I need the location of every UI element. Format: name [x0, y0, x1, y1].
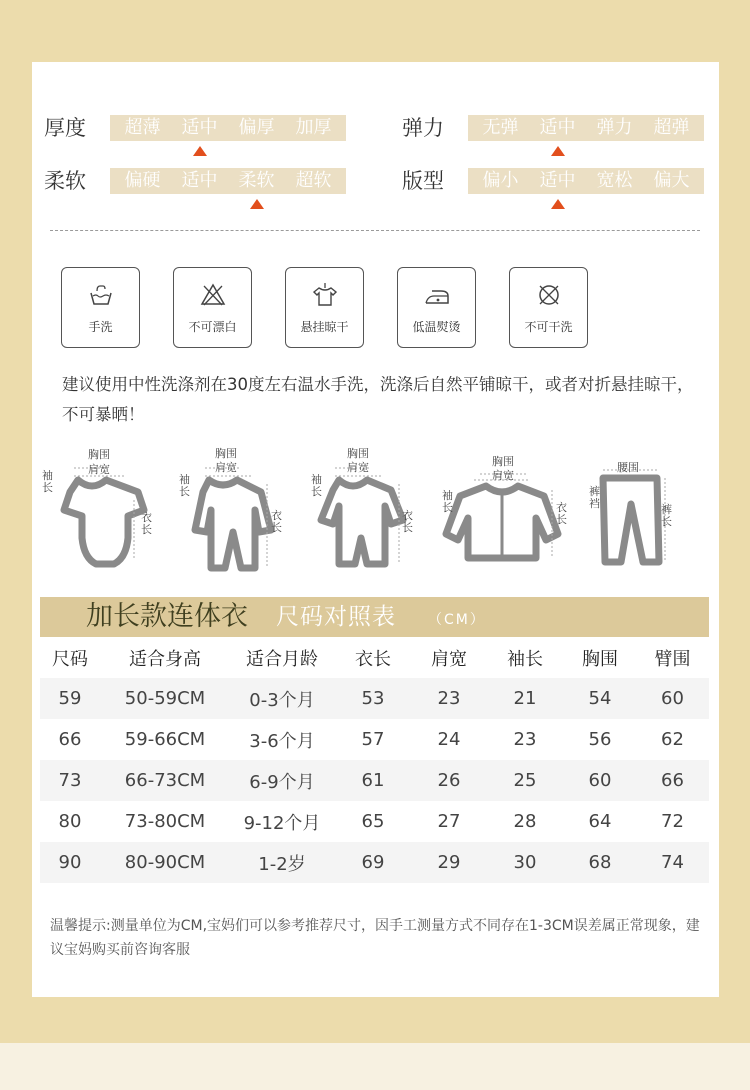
table-header-cell: 尺码 [52, 648, 88, 670]
scale-option: 加厚 [295, 117, 332, 138]
table-cell: 62 [661, 729, 684, 750]
table-cell: 60 [661, 688, 684, 709]
care-item-hang-dry [285, 267, 364, 348]
banner-subtitle: 尺码对照表 [276, 604, 396, 630]
table-cell: 73 [58, 770, 82, 791]
chest-label: 胸围 [492, 455, 514, 468]
hang-dry-icon [286, 282, 363, 308]
table-cell: 29 [437, 852, 461, 873]
table-row [40, 719, 709, 760]
attribute-thickness [44, 114, 346, 142]
shoulder-label: 肩宽 [347, 461, 369, 474]
no-dry-clean-icon [510, 282, 587, 308]
attribute-scale [110, 115, 346, 141]
table-cell: 74 [661, 852, 684, 873]
waist-label: 腰围 [617, 461, 639, 474]
romper-long-diagram [175, 440, 290, 575]
scale-option-selected: 柔软 [228, 168, 285, 194]
care-label: 手洗 [88, 320, 113, 334]
shoulder-label: 肩宽 [88, 463, 110, 476]
pants-diagram [585, 440, 680, 570]
selected-marker-icon [193, 146, 207, 156]
table-cell: 27 [437, 811, 461, 832]
attribute-label: 弹力 [402, 116, 444, 140]
chest-label: 胸围 [88, 448, 110, 461]
attribute-elasticity [402, 114, 704, 142]
bottom-band [0, 1043, 750, 1090]
table-cell: 0-3个月 [249, 689, 315, 711]
banner-title: 加长款连体衣 [86, 601, 248, 632]
low-iron-icon [398, 282, 475, 308]
crotch-label: 裤裆 [589, 485, 600, 510]
scale-option: 无弹 [482, 117, 519, 138]
table-cell: 60 [588, 770, 612, 791]
care-label: 不可干洗 [524, 320, 573, 334]
no-bleach-icon [174, 282, 251, 308]
length-label: 衣长 [402, 509, 413, 534]
care-item-hand-wash [61, 267, 140, 348]
table-cell: 23 [437, 688, 461, 709]
scale-option: 偏硬 [124, 170, 161, 191]
care-label: 低温熨烫 [412, 320, 461, 334]
table-row [40, 801, 709, 842]
table-header-cell: 臂围 [654, 648, 691, 670]
scale-option-selected: 适中 [529, 115, 586, 141]
attribute-scale [468, 115, 704, 141]
sleepsuit-diagram [305, 440, 420, 575]
table-cell: 56 [588, 729, 612, 750]
table-cell: 59 [58, 688, 82, 709]
selected-marker-icon [551, 199, 565, 209]
selected-marker-icon [551, 146, 565, 156]
table-cell: 64 [588, 811, 612, 832]
measurement-note: 温馨提示:测量单位为CM,宝妈们可以参考推荐尺寸，因手工测量方式不同存在1-3CM误差属正常现象，建议宝妈购买前咨询客服 [50, 918, 700, 958]
table-cell: 30 [513, 852, 537, 873]
table-header-cell: 肩宽 [431, 648, 467, 670]
table-cell: 80-90CM [124, 852, 206, 873]
table-cell: 21 [513, 688, 537, 709]
attribute-label: 柔软 [44, 169, 86, 193]
table-cell: 24 [437, 729, 461, 750]
table-cell: 50-59CM [124, 688, 206, 709]
hand-wash-icon [62, 282, 139, 308]
scale-option-selected: 适中 [171, 115, 228, 141]
table-cell: 3-6个月 [249, 730, 315, 752]
table-cell: 59-66CM [124, 729, 206, 750]
selected-marker-icon [250, 199, 264, 209]
care-advice-text: 建议使用中性洗涤剂在30度左右温水手洗，洗涤后自然平铺晾干，或者对折悬挂晾干，不可暴晒！ [62, 375, 694, 424]
care-item-no-dry-clean [509, 267, 588, 348]
scale-option: 偏小 [482, 170, 519, 191]
attribute-label: 厚度 [44, 116, 86, 140]
table-header-cell: 袖长 [507, 648, 543, 670]
attribute-softness [44, 167, 346, 195]
table-cell: 9-12个月 [243, 812, 321, 834]
size-chart-banner [40, 597, 709, 637]
table-header-cell: 衣长 [355, 648, 391, 670]
table-cell: 80 [58, 811, 82, 832]
scale-option: 适中 [181, 170, 218, 191]
table-cell: 69 [361, 852, 385, 873]
scale-option: 超软 [295, 170, 332, 191]
length-label: 衣长 [556, 501, 567, 526]
table-row [40, 678, 709, 719]
care-label: 悬挂晾干 [300, 320, 349, 334]
table-cell: 57 [361, 729, 385, 750]
scale-option: 偏厚 [238, 117, 275, 138]
jacket-diagram [430, 440, 575, 570]
table-cell: 25 [513, 770, 537, 791]
shoulder-label: 肩宽 [215, 461, 237, 474]
table-header-cell: 适合身高 [129, 648, 201, 670]
sleeve-label: 袖长 [442, 489, 453, 514]
table-header-cell: 适合月龄 [246, 648, 318, 670]
table-cell: 28 [513, 811, 537, 832]
table-cell: 73-80CM [124, 811, 206, 832]
care-label: 不可漂白 [188, 320, 237, 334]
length-label: 衣长 [141, 511, 152, 536]
table-cell: 23 [513, 729, 537, 750]
table-cell: 54 [588, 688, 612, 709]
banner-unit: （CM） [428, 612, 486, 628]
sleeve-label: 袖长 [179, 473, 190, 498]
table-row [40, 842, 709, 883]
pants-length-label: 裤长 [661, 503, 672, 528]
length-label: 衣长 [271, 509, 282, 534]
dashed-divider [50, 230, 700, 231]
table-header-row [40, 637, 709, 678]
scale-option: 超薄 [124, 117, 161, 138]
care-item-low-iron [397, 267, 476, 348]
attribute-fit [402, 167, 704, 195]
table-cell: 6-9个月 [249, 771, 315, 793]
shoulder-label: 肩宽 [492, 469, 514, 482]
table-cell: 90 [58, 852, 82, 873]
attribute-scale [468, 168, 704, 194]
scale-option: 超弹 [653, 117, 690, 138]
bodysuit-diagram [40, 440, 170, 570]
table-row [40, 760, 709, 801]
table-cell: 66-73CM [124, 770, 206, 791]
table-cell: 66 [58, 729, 82, 750]
sleeve-label: 袖长 [42, 469, 53, 494]
table-cell: 65 [361, 811, 385, 832]
table-header-cell: 胸围 [582, 648, 618, 670]
table-cell: 72 [661, 811, 684, 832]
table-cell: 1-2岁 [258, 853, 306, 875]
scale-option: 宽松 [596, 170, 633, 191]
attribute-scale [110, 168, 346, 194]
table-cell: 61 [361, 770, 385, 791]
table-cell: 53 [361, 688, 385, 709]
scale-option: 弹力 [596, 117, 633, 138]
scale-option-selected: 适中 [529, 168, 586, 194]
table-cell: 66 [661, 770, 684, 791]
scale-option: 偏大 [653, 170, 690, 191]
chest-label: 胸围 [215, 447, 237, 460]
attribute-label: 版型 [402, 169, 444, 193]
sleeve-label: 袖长 [311, 473, 322, 498]
care-item-no-bleach [173, 267, 252, 348]
chest-label: 胸围 [347, 447, 369, 460]
table-cell: 68 [588, 852, 612, 873]
table-cell: 26 [437, 770, 461, 791]
size-table [40, 637, 709, 883]
